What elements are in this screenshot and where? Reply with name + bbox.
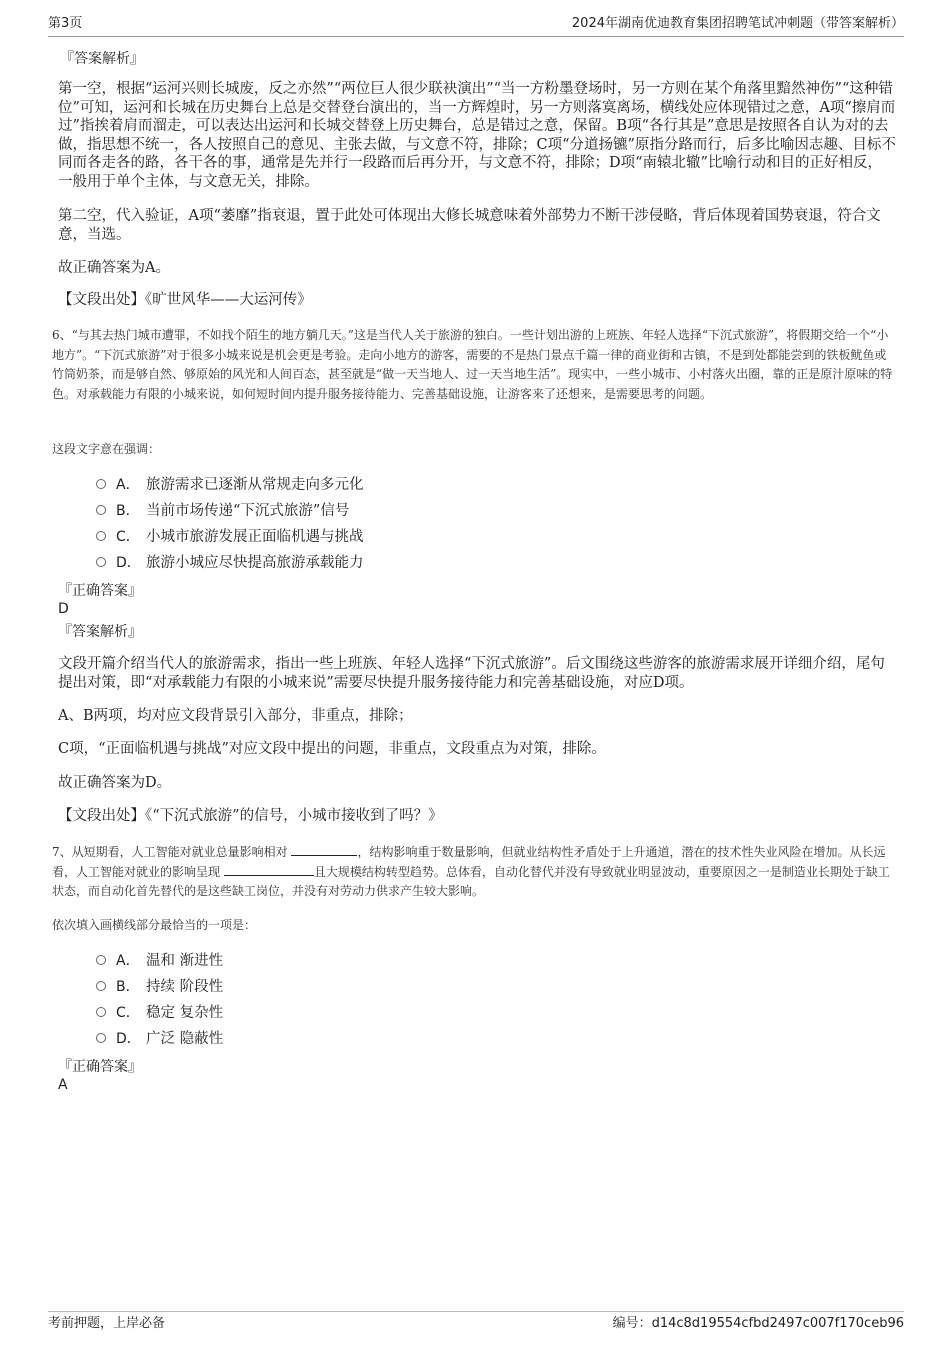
page-header bbox=[48, 14, 904, 37]
option-a[interactable]: A． 旅游需求已逐渐从常规走向多元化 bbox=[96, 474, 364, 496]
analysis-paragraph: 第二空，代入验证，A项“萎靡”指衰退，置于此处可体现出大修长城意味着外部势力不断干涉侵略，背后体现着国势衰退，符合文意，当选。 bbox=[58, 208, 881, 243]
analysis-paragraph: 文段开篇介绍当代人的旅游需求，指出一些上班族、年轻人选择“下沉式旅游”。后文围绕这些游客的旅游需求展开详细介绍，尾句提出对策，即“对承载能力有限的小城来说”需要尽快提升服务接待能力和完善基础设施，对应D项。 bbox=[58, 656, 885, 691]
question-prompt: 这段文字意在强调： bbox=[52, 442, 161, 456]
answer-conclusion: 故正确答案为D。 bbox=[58, 775, 172, 791]
option-c[interactable]: C． 稳定 复杂性 bbox=[96, 1002, 223, 1024]
option-d[interactable]: D． 旅游小城应尽快提高旅游承载能力 bbox=[96, 552, 364, 574]
analysis-heading: 『答案解析』 bbox=[60, 51, 144, 67]
radio-icon[interactable] bbox=[96, 1007, 106, 1017]
radio-icon[interactable] bbox=[96, 1033, 106, 1043]
radio-icon[interactable] bbox=[96, 505, 106, 515]
option-c[interactable]: C． 小城市旅游发展正面临机遇与挑战 bbox=[96, 526, 364, 548]
analysis-paragraph: A、B两项，均对应文段背景引入部分，非重点，排除； bbox=[58, 708, 413, 724]
option-b[interactable]: B． 当前市场传递“下沉式旅游”信号 bbox=[96, 500, 349, 522]
analysis-heading: 『答案解析』 bbox=[58, 624, 142, 640]
radio-icon[interactable] bbox=[96, 531, 106, 541]
fill-blank bbox=[291, 843, 357, 856]
option-a[interactable]: A． 温和 渐进性 bbox=[96, 950, 223, 972]
analysis-paragraph: C项，“正面临机遇与挑战”对应文段中提出的问题，非重点，文段重点为对策，排除。 bbox=[58, 741, 606, 757]
option-b[interactable]: B． 持续 阶段性 bbox=[96, 976, 223, 998]
text-source: 【文段出处】《“下沉式旅游”的信号，小城市接收到了吗？》 bbox=[58, 808, 443, 824]
option-d[interactable]: D． 广泛 隐蔽性 bbox=[96, 1028, 223, 1050]
document-title: 2024年湖南优迪教育集团招聘笔试冲刺题（带答案解析） bbox=[571, 16, 904, 31]
radio-icon[interactable] bbox=[96, 955, 106, 965]
correct-answer-heading: 『正确答案』 bbox=[58, 583, 142, 599]
text-source: 【文段出处】《旷世风华——大运河传》 bbox=[58, 292, 312, 308]
page-number: 第3页 bbox=[48, 16, 83, 31]
answer-conclusion: 故正确答案为A。 bbox=[58, 260, 170, 276]
radio-icon[interactable] bbox=[96, 479, 106, 489]
question-stem: 6、“与其去热门城市遭罪，不如找个陌生的地方躺几天。”这是当代人关于旅游的独白。一些计划出游的上班族、年轻人选择“下沉式旅游”，将假期交给一个“小地方”。“下沉式旅游”对于很多小城来说是机会更是考验。走向小地方的游客，需要的不是热门景点千篇一律的商业街和古镇，不是到处都能尝到的铁板鱿鱼或竹筒奶茶，而是够自然、够原始的风光和人间百态，甚至就是“做一天当地人、过一天当地生活”。现实中，一些小城市、小村落火出圈，靠的正是原汁原味的特色。对承载能力有限的小城来说，如何短时间内提升服务接待能力、完善基础设施，让游客来了还想来，是需要思考的问题。 bbox=[52, 328, 893, 401]
correct-answer: D bbox=[58, 601, 69, 617]
fill-blank bbox=[224, 863, 314, 876]
analysis-paragraph: 第一空，根据“运河兴则长城废，反之亦然”“两位巨人很少联袂演出”“当一方粉墨登场时，另一方则在某个角落里黯然神伤”“这种错位”可知，运河和长城在历史舞台上总是交替登台演出的，当一方辉煌时，另一方则落寞离场，横线处应体现错过之意，A项“擦肩而过”指挨着肩而溜走，可以表达出运河和长城交替登上历史舞台，总是错过之意，保留。B项“各行其是”意思是按照各自认为对的去做，指思想不统一，各人按照自己的意见、主张去做，与文意不符，排除；C项“分道扬镳”原指分路而行，后多比喻因志趣、目标不同而各走各的路，各干各的事，通常是先并行一段路而后再分开，与文意不符，排除；D项“南辕北辙”比喻行动和目的正好相反，一般用于单个主体，与文意无关，排除。 bbox=[58, 81, 896, 190]
footer-motto: 考前押题，上岸必备 bbox=[48, 1316, 166, 1331]
correct-answer-heading: 『正确答案』 bbox=[58, 1059, 142, 1075]
radio-icon[interactable] bbox=[96, 981, 106, 991]
correct-answer: A bbox=[58, 1077, 68, 1093]
question-stem: 7、从短期看，人工智能对就业总量影响相对 ，结构影响重于数量影响，但就业结构性矛盾处于上升通道，潜在的技术性失业风险在增加。从长远看，人工智能对就业的影响呈现 且大规模结构转型趋势。总体看，自动化替代并没有导致就业明显波动，重要原因之一是制造业长期处于缺工状态，而自动化首先替代的是这些缺工岗位，并没有对劳动力供求产生较大影响。 bbox=[52, 845, 890, 898]
radio-icon[interactable] bbox=[96, 557, 106, 567]
question-prompt: 依次填入画横线部分最恰当的一项是： bbox=[52, 918, 257, 932]
page-footer bbox=[48, 1311, 904, 1336]
document-code: 编号：d14c8d19554cfbd2497c007f170ceb96 bbox=[612, 1316, 904, 1331]
